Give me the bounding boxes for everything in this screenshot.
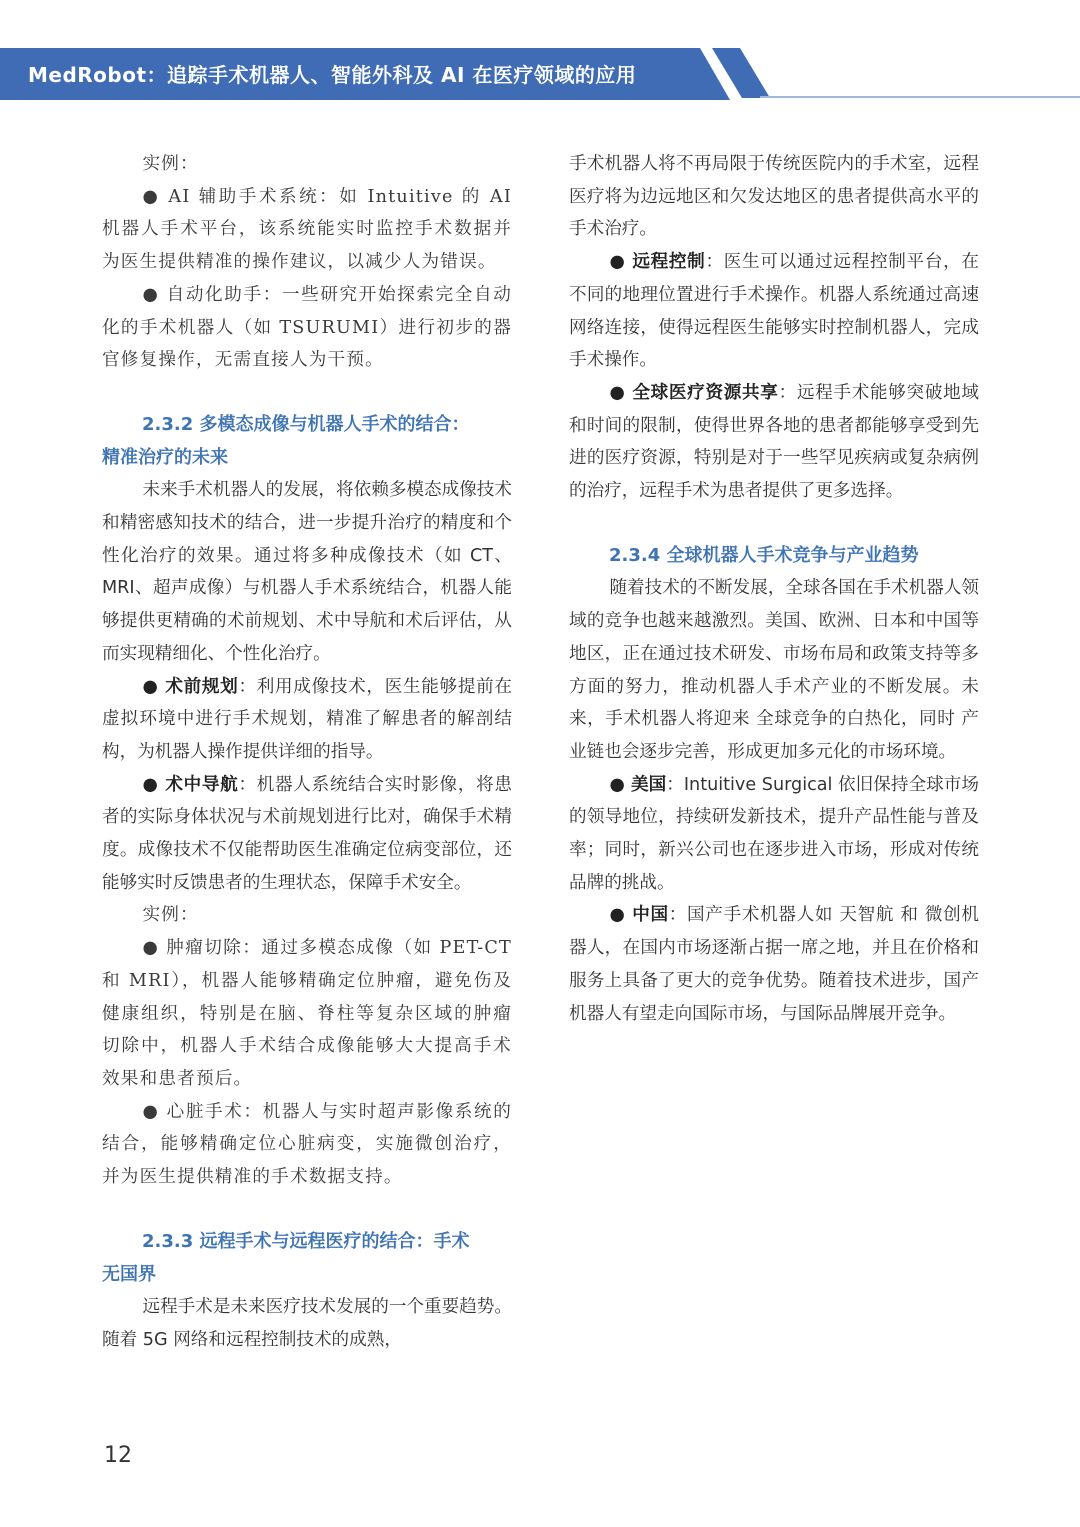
example-tumor-resection: ● 肿瘤切除：通过多模态成像（如 PET-CT 和 MRI），机器人能够精确定位肿瘤，避免伤及健康组织，特别是在脑、脊柱等复杂区域的肿瘤切除中，机器人手术结合成像能够大大提高手术效果和患者预后。 bbox=[102, 938, 512, 1089]
example-automation: ● 自动化助手：一些研究开始探索完全自动化的手术机器人（如 TSURUMI）进行初步的器官修复操作，无需直接人为干预。 bbox=[102, 284, 512, 371]
bullet-label: ● 术前规划 bbox=[142, 676, 239, 697]
bullet-remote-control bbox=[569, 246, 979, 377]
section-heading-2-3-4 bbox=[569, 540, 979, 573]
bullet-usa bbox=[569, 769, 979, 900]
bullet-china bbox=[569, 899, 979, 1030]
section-heading-2-3-2 bbox=[102, 409, 512, 474]
left-column bbox=[102, 148, 512, 1357]
bullet-label: ● 美国 bbox=[609, 774, 667, 795]
bullet-resource-sharing bbox=[569, 377, 979, 508]
bullet-label: ● 全球医疗资源共享 bbox=[609, 382, 779, 403]
page-number: 12 bbox=[104, 1443, 132, 1468]
bullet-label: ● 中国 bbox=[609, 905, 669, 926]
paragraph-2-3-3-continued: 手术机器人将不再局限于传统医院内的手术室，远程医疗将为边远地区和欠发达地区的患者提供高水平的手术治疗。 bbox=[569, 154, 979, 240]
example-label: 实例： bbox=[142, 905, 199, 926]
bullet-text: ：利用成像技术，医生能够提前在虚拟环境中进行手术规划，精准了解患者的解剖结构，为机器人操作提供详细的指导。 bbox=[102, 676, 512, 762]
example-cardiac-surgery: ● 心脏手术：机器人与实时超声影像系统的结合，能够精确定位心脏病变，实施微创治疗，并为医生提供精准的手术数据支持。 bbox=[102, 1101, 512, 1188]
heading-line-1: 2.3.2 多模态成像与机器人手术的结合： bbox=[142, 413, 470, 435]
bullet-preop-planning bbox=[102, 671, 512, 769]
bullet-label: ● 远程控制 bbox=[609, 252, 706, 273]
paragraph-2-3-3: 远程手术是未来医疗技术发展的一个重要趋势。随着 5G 网络和远程控制技术的成熟， bbox=[102, 1297, 512, 1350]
bullet-text: ：Intuitive Surgical 依旧保持全球市场的领导地位，持续研发新技术，提升产品性能与普及率；同时，新兴公司也在逐步进入市场，形成对传统品牌的挑战。 bbox=[569, 774, 979, 893]
heading-line-2: 无国界 bbox=[102, 1263, 156, 1285]
header-title: MedRobot：追踪手术机器人、智能外科及 AI 在医疗领域的应用 bbox=[28, 63, 637, 87]
heading-line-1: 2.3.3 远程手术与远程医疗的结合：手术 bbox=[142, 1230, 470, 1252]
paragraph-2-3-4: 随着技术的不断发展，全球各国在手术机器人领域的竞争也越来越激烈。美国、欧洲、日本和中国等地区，正在通过技术研发、市场布局和政策支持等多方面的努力，推动机器人手术产业的不断发展。未来，手术机器人将迎来 全球竞争的白热化，同时 产业链也会逐步完善，形成更加多元化的市场环境。 bbox=[569, 578, 979, 762]
bullet-text: ：国产手术机器人如 天智航 和 微创机器人，在国内市场逐渐占据一席之地，并且在价格和服务上具备了更大的竞争优势。随着技术进步，国产机器人有望走向国际市场，与国际品牌展开竞争。 bbox=[569, 905, 980, 1024]
section-heading-2-3-3 bbox=[102, 1226, 512, 1291]
heading-line-1: 2.3.4 全球机器人手术竞争与产业趋势 bbox=[609, 544, 919, 566]
bullet-text: ：机器人系统结合实时影像，将患者的实际身体状况与术前规划进行比对，确保手术精度。成像技术不仅能帮助医生准确定位病变部位，还能够实时反馈患者的生理状态，保障手术安全。 bbox=[102, 774, 512, 893]
bullet-text: ：远程手术能够突破地域和时间的限制，使得世界各地的患者都能够享受到先进的医疗资源，特别是对于一些罕见疾病或复杂病例的治疗，远程手术为患者提供了更多选择。 bbox=[569, 382, 979, 502]
example-label: 实例： bbox=[142, 154, 199, 174]
heading-line-2: 精准治疗的未来 bbox=[102, 446, 228, 468]
example-ai-assist: ● AI 辅助手术系统：如 Intuitive 的 AI 机器人手术平台，该系统能实时监控手术数据并为医生提供精准的操作建议，以减少人为错误。 bbox=[102, 186, 512, 273]
bullet-intraop-navigation bbox=[102, 769, 512, 900]
bullet-text: ：医生可以通过远程控制平台，在不同的地理位置进行手术操作。机器人系统通过高速网络连接，使得远程医生能够实时控制机器人，完成手术操作。 bbox=[569, 252, 979, 371]
bullet-label: ● 术中导航 bbox=[142, 774, 239, 795]
right-column bbox=[569, 148, 979, 1030]
paragraph-2-3-2: 未来手术机器人的发展，将依赖多模态成像技术和精密感知技术的结合，进一步提升治疗的精度和个性化治疗的效果。通过将多种成像技术（如 CT、MRI、超声成像）与机器人手术系统结合，机器人能够提供更精确的术前规划、术中导航和术后评估，从而实现精细化、个性化治疗。 bbox=[102, 480, 512, 664]
